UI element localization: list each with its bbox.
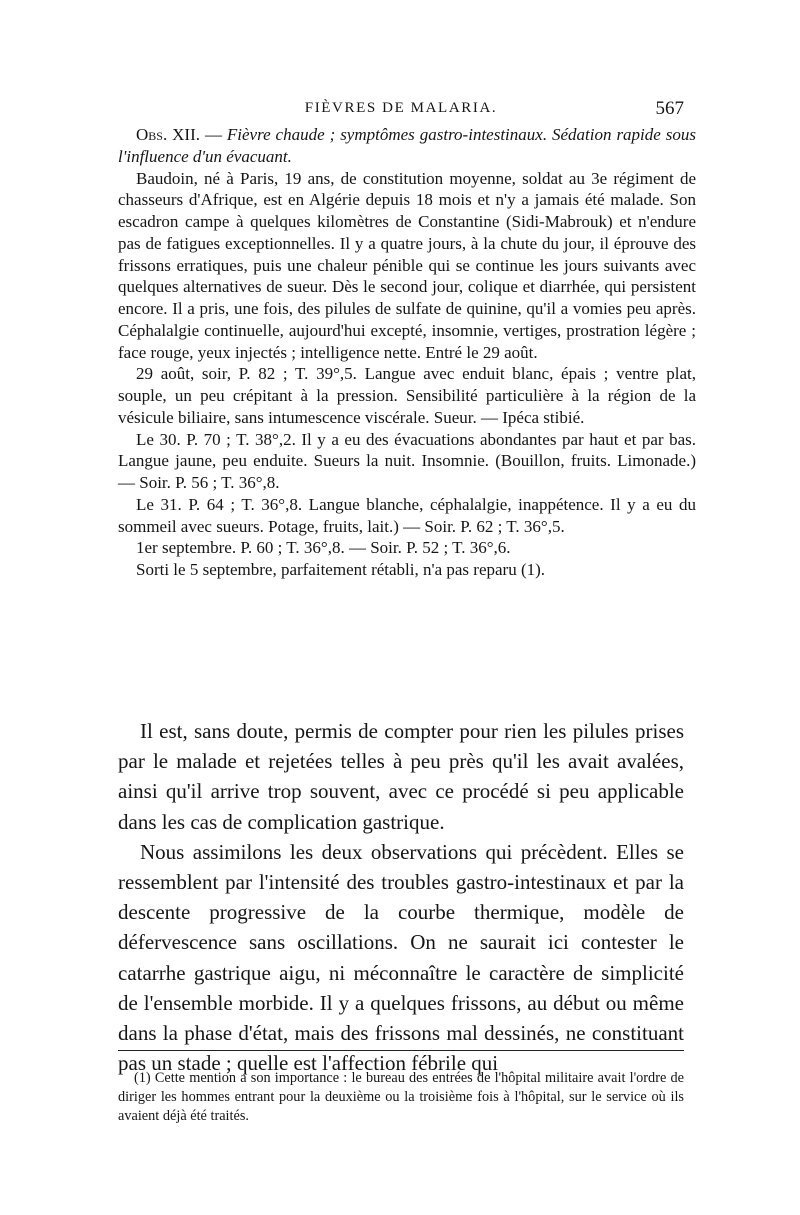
body-paragraph: Nous assimilons les deux observations qui précèdent. Elles se ressemblent par l'intensité des troubles gastro-intestinaux et par la descente progressive de la courbe thermique, modèle de défervescence sans oscillations. On ne saurait ici contester le catarrhe gastrique aigu, ni méconnaître le caractère de simplicité de l'ensemble morbide. Il y a quelques frissons, au début ou même dans la phase d'état, mais des frissons mal dessinés, ne constituant pas un stade ; quelle est l'affection fébrile qui	[118, 839, 684, 1076]
observation-paragraph: Le 31. P. 64 ; T. 36°,8. Langue blanche, céphalalgie, inappétence. Il y a eu du sommeil avec sueurs. Potage, fruits, lait.) — Soir. P. 62 ; T. 36°,5.	[118, 494, 696, 536]
observation-paragraph: Sorti le 5 septembre, parfaitement rétabli, n'a pas reparu (1).	[136, 560, 546, 579]
observation-title: Fièvre chaude ; symptômes gastro-intestinaux. Sédation rapide sous l'influence d'un évacuant.	[118, 125, 696, 166]
footnote-text: (1) Cette mention a son importance : le bureau des entrées de l'hôpital militaire avait l'ordre de diriger les hommes entrant pour la deuxième ou la troisième fois à l'hôpital, sur le service où ils avaient déjà été traités.	[118, 1070, 684, 1125]
observation-paragraph: Baudoin, né à Paris, 19 ans, de constitution moyenne, soldat au 3e régiment de chasseurs d'Afrique, est en Algérie depuis 18 mois et n'y a jamais été malade. Son escadron campe à quelques kilomètres de Constantine (Sidi-Mabrouk) et n'endure pas de fatigues exceptionnelles. Il y a quatre jours, à la chute du jour, il éprouve des frissons erratiques, puis une chaleur pénible qui se continue les jours suivants avec quelques alternatives de sueur. Dès le second jour, colique et diarrhée, qui persistent encore. Il a pris, une fois, des pilules de sulfate de quinine, qu'il a vomies peu après. Céphalalgie continuelle, aujourd'hui excepté, insomnie, vertiges, prostration légère ; face rouge, yeux injectés ; intelligence nette. Entré le 29 août.	[118, 168, 696, 362]
footnote-divider	[118, 1050, 684, 1051]
observation-paragraph: 1er septembre. P. 60 ; T. 36°,8. — Soir. P. 52 ; T. 36°,6.	[136, 538, 511, 558]
main-text	[118, 716, 684, 1078]
page-number: 567	[655, 98, 684, 119]
observation-label: Obs. XII.	[136, 125, 200, 144]
observation-block	[118, 124, 696, 581]
observation-paragraph: 29 août, soir, P. 82 ; T. 39°,5. Langue avec enduit blanc, épais ; ventre plat, souple, un peu crépitant à la pression. Sensibilité particulière à la région de la vésicule biliaire, sans intumescence viscérale. Sueur. — Ipéca stibié.	[118, 364, 696, 427]
observation-paragraph: Le 30. P. 70 ; T. 38°,2. Il y a eu des évacuations abondantes par haut et par bas. Langue jaune, peu enduite. Sueurs la nuit. Insomnie. (Bouillon, fruits. Limonade.) — Soir. P. 56 ; T. 36°,8.	[118, 429, 696, 492]
footnote	[118, 1069, 684, 1127]
observation-dash: —	[200, 125, 227, 144]
body-paragraph: Il est, sans doute, permis de compter pour rien les pilules prises par le malade et rejetées telles à peu près qu'il les avait avalées, ainsi qu'il arrive trop souvent, avec ce procédé si peu applicable dans les cas de complication gastrique.	[118, 719, 684, 834]
observation-heading	[118, 124, 696, 168]
running-head	[118, 98, 684, 122]
running-title: FIÈVRES DE MALARIA.	[304, 100, 498, 116]
